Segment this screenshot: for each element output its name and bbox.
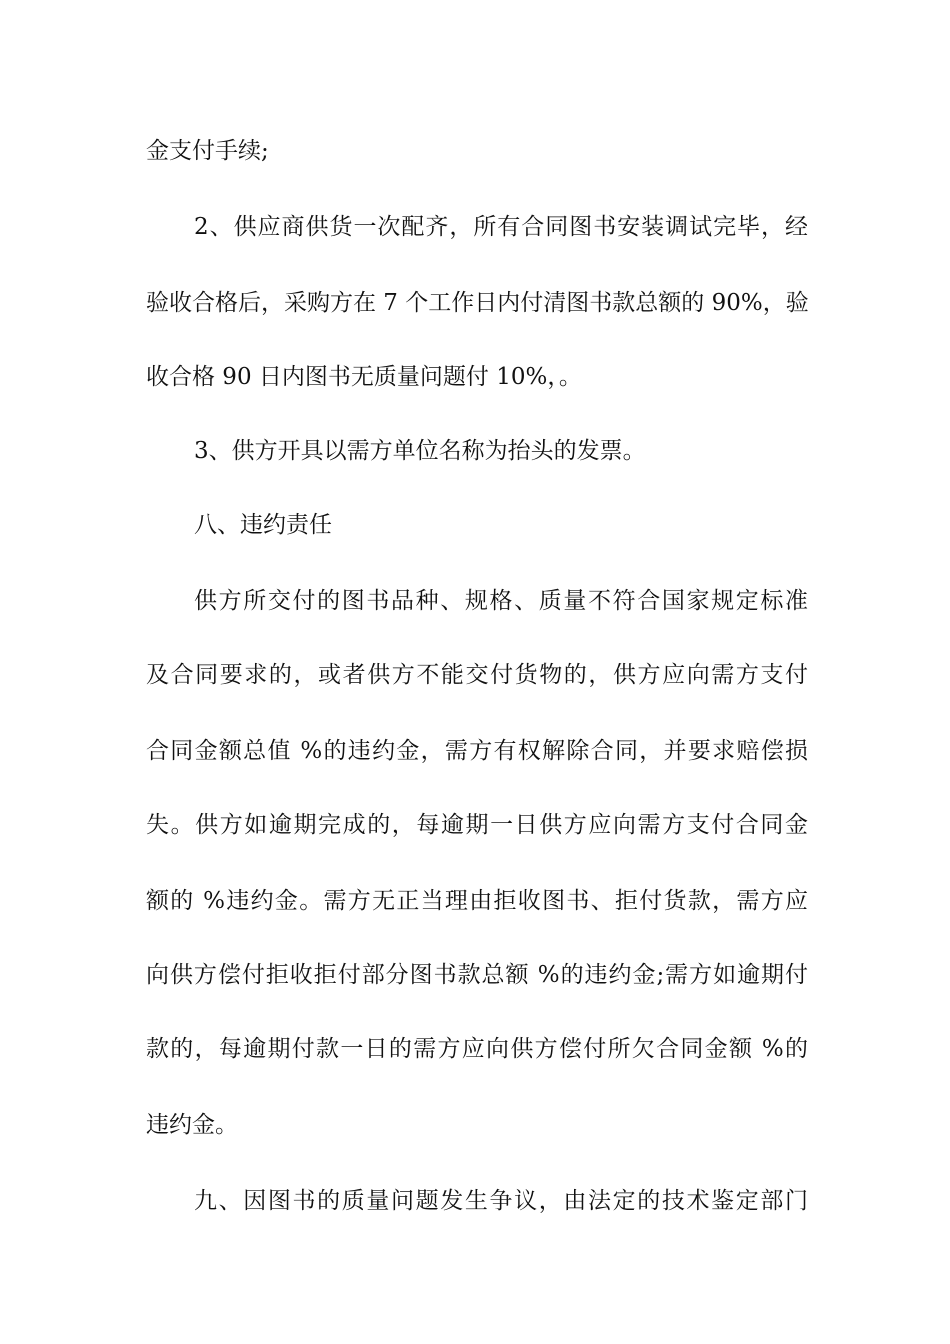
text-line — [0, 731, 950, 771]
text-line — [0, 1181, 950, 1221]
line-text: 2、供应商供货一次配齐，所有合同图书安装调试完毕，经 — [194, 214, 808, 240]
line-text: 及合同要求的，或者供方不能交付货物的，供方应向需方支付 — [146, 662, 808, 688]
line-text: 3、供方开具以需方单位名称为抬头的发票。 — [194, 438, 646, 464]
text-line — [0, 207, 950, 247]
section-heading-text: 八、违约责任 — [194, 512, 332, 538]
text-line — [0, 955, 950, 995]
text-line — [0, 431, 950, 471]
line-text: 失。供方如逾期完成的，每逾期一日供方应向需方支付合同金 — [146, 812, 808, 838]
section-heading — [0, 505, 950, 545]
text-line — [0, 357, 950, 397]
text-line — [0, 1105, 950, 1145]
line-text: 九、因图书的质量问题发生争议，由法定的技术鉴定部门 — [194, 1188, 808, 1214]
text-line — [0, 581, 950, 621]
text-line — [0, 805, 950, 845]
text-line — [0, 1029, 950, 1069]
line-text: 违约金。 — [146, 1112, 238, 1138]
line-text: 向供方偿付拒收拒付部分图书款总额 %的违约金;需方如逾期付 — [146, 962, 808, 988]
line-text: 款的，每逾期付款一日的需方应向供方偿付所欠合同金额 %的 — [146, 1036, 808, 1062]
text-line — [0, 131, 950, 171]
line-text: 收合格 90 日内图书无质量问题付 10%，。 — [146, 364, 582, 390]
line-text: 验收合格后，采购方在 7 个工作日内付清图书款总额的 90%，验 — [146, 290, 809, 316]
line-text: 合同金额总值 %的违约金，需方有权解除合同，并要求赔偿损 — [146, 738, 808, 764]
text-line — [0, 655, 950, 695]
line-text: 金支付手续; — [146, 138, 269, 164]
text-line — [0, 283, 950, 323]
text-line — [0, 881, 950, 921]
line-text: 供方所交付的图书品种、规格、质量不符合国家规定标准 — [194, 588, 808, 614]
line-text: 额的 %违约金。需方无正当理由拒收图书、拒付货款，需方应 — [146, 888, 808, 914]
